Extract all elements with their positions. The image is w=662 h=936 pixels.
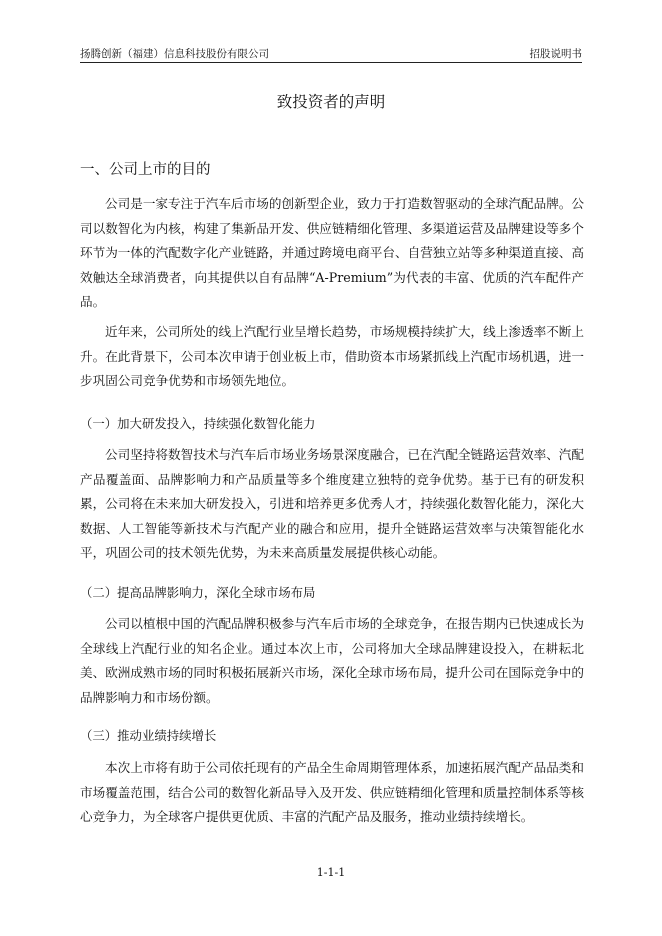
subsection-heading-brand: （二）提高品牌影响力，深化全球市场布局 bbox=[80, 585, 316, 600]
paragraph-rnd: 公司坚持将数智技术与汽车后市场业务场景深度融合，已在汽配全链路运营效率、汽配产品覆盖面、品牌影响力和产品质量等多个维度建立独特的竞争优势。基于已有的研发积累，公司将在未来加大研发投入，引进和培养更多优秀人才，持续强化数智化能力，深化大数据、人工智能等新技术与汽配产业的融合和应用，提升全链路运营效率与决策智能化水平，巩固公司的技术领先优势，为未来高质量发展提供核心动能。 bbox=[80, 447, 584, 560]
page-title: 致投资者的声明 bbox=[276, 93, 386, 111]
section-heading-purpose: 一、公司上市的目的 bbox=[80, 162, 211, 178]
paragraph-market-background: 近年来，公司所处的线上汽配行业呈增长趋势，市场规模持续扩大，线上渗透率不断上升。在此背景下，公司本次申请于创业板上市，借助资本市场紧抓线上汽配市场机遇，进一步巩固公司竞争优势和市场领先地位。 bbox=[80, 324, 584, 388]
page-header bbox=[80, 44, 582, 63]
page-number: 1-1-1 bbox=[316, 866, 346, 879]
paragraph-growth: 本次上市将有助于公司依托现有的产品全生命周期管理体系，加速拓展汽配产品品类和市场覆盖范围，结合公司的数智化新品导入及开发、供应链精细化管理和质量控制体系等核心竞争力，为全球客户提供更优质、丰富的汽配产品及服务，推动业绩持续增长。 bbox=[80, 760, 584, 824]
paragraph-brand: 公司以植根中国的汽配品牌积极参与汽车后市场的全球竞争，在报告期内已快速成长为全球线上汽配行业的知名企业。通过本次上市，公司将加大全球品牌建设投入，在耕耘北美、欧洲成熟市场的同时积极拓展新兴市场，深化全球市场布局，提升公司在国际竞争中的品牌影响力和市场份额。 bbox=[80, 616, 584, 705]
paragraph-company-intro: 公司是一家专注于汽车后市场的创新型企业，致力于打造数智驱动的全球汽配品牌。公司以数智化为内核，构建了集新品开发、供应链精细化管理、多渠道运营及品牌建设等多个环节为一体的汽配数字化产业链路，并通过跨境电商平台、自营独立站等多种渠道直接、高效触达全球消费者，向其提供以自有品牌“A-Premium”为代表的丰富、优质的汽车配件产品。 bbox=[80, 196, 584, 309]
header-company-name: 扬腾创新（福建）信息科技股份有限公司 bbox=[80, 48, 269, 60]
subsection-heading-growth: （三）推动业绩持续增长 bbox=[80, 728, 217, 743]
subsection-heading-rnd: （一）加大研发投入，持续强化数智化能力 bbox=[80, 416, 316, 431]
header-document-type: 招股说明书 bbox=[529, 48, 582, 60]
